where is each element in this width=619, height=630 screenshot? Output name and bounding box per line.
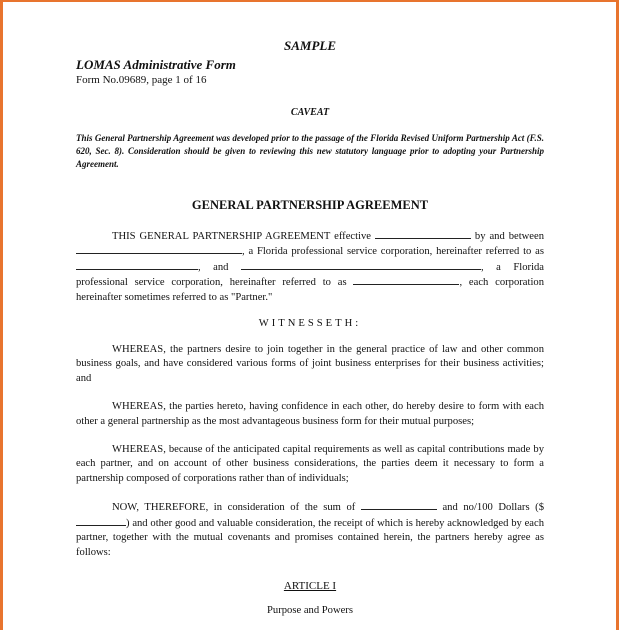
form-number: Form No.09689, page 1 of 16 <box>76 74 207 86</box>
now-therefore-paragraph <box>76 500 544 560</box>
form-title: LOMAS Administrative Form <box>76 57 236 72</box>
document-page <box>76 38 544 616</box>
first-alias-blank[interactable] <box>76 260 198 270</box>
article-heading: ARTICLE I <box>283 579 337 592</box>
intro-text-10: corporation hereinafter sometimes referred to as "Partner." <box>76 277 544 303</box>
first-party-blank[interactable] <box>76 244 242 254</box>
now-therefore-text-3: ($ <box>535 502 544 514</box>
intro-text-7: , a <box>481 261 501 273</box>
sample-heading: SAMPLE <box>283 38 336 53</box>
intro-text-4: , a Florida professional service corporation, hereinafter <box>242 246 482 258</box>
whereas-text-1: WHEREAS, the partners desire to join together in the general practice of law and other common business goals, and have considered various forms of joint business enterprises for their business activities; and <box>76 344 544 384</box>
intro-paragraph <box>76 229 544 305</box>
agreement-title: GENERAL PARTNERSHIP AGREEMENT <box>191 198 429 212</box>
intro-text-3: between <box>508 231 544 242</box>
intro-text-9: , each <box>459 277 489 289</box>
second-party-blank[interactable] <box>241 260 481 270</box>
intro-text-6: , and <box>198 261 229 273</box>
intro-text-1: THIS GENERAL PARTNERSHIP AGREEMENT effective <box>112 231 371 242</box>
second-alias-blank[interactable] <box>353 275 459 285</box>
caveat-text: This General Partnership Agreement was developed prior to the passage of the Florida Revised Uniform Partnership Act (F.S. 620, Sec. 8). Consideration should be given to reviewing this new statutory language prior to adopting your Partnership Agreement. <box>76 133 544 169</box>
caveat-heading: CAVEAT <box>290 107 330 118</box>
now-therefore-text-1: NOW, THEREFORE, in consideration of the sum of <box>112 502 356 514</box>
whereas-text-3: WHEREAS, because of the anticipated capital requirements as well as capital contributions made by each partner, and on account of other business considerations, the parties deem it necessary to form a partnership composed of corporations rather than of individuals; <box>76 444 544 484</box>
witnesseth-heading: WITNESSETH: <box>258 318 362 330</box>
intro-text-2: by and <box>474 231 505 242</box>
whereas-text-2: WHEREAS, the parties hereto, having confidence in each other, do hereby desire to form with each other a general partnership as the most advantageous business form for their mutual purposes; <box>76 401 544 427</box>
now-therefore-text-2: and no/100 Dollars <box>442 502 530 514</box>
whereas-paragraph-3 <box>76 443 544 486</box>
intro-text-5: referred to as <box>485 246 544 258</box>
whereas-paragraph-2 <box>76 400 544 429</box>
article-subheading: Purpose and Powers <box>267 604 353 616</box>
whereas-paragraph-1 <box>76 343 544 386</box>
sum-words-blank[interactable] <box>361 500 437 510</box>
now-therefore-text-4: ) and other good and valuable consideration, the receipt of which is hereby acknowledged by each partner, together with the mutual covenants and promises contained herein, the partners hereby agree as follows: <box>76 517 544 558</box>
sum-amount-blank[interactable] <box>76 516 126 526</box>
effective-date-blank[interactable] <box>375 229 471 239</box>
intro-text-8: Florida professional service corporation, hereinafter referred to as <box>76 261 545 289</box>
